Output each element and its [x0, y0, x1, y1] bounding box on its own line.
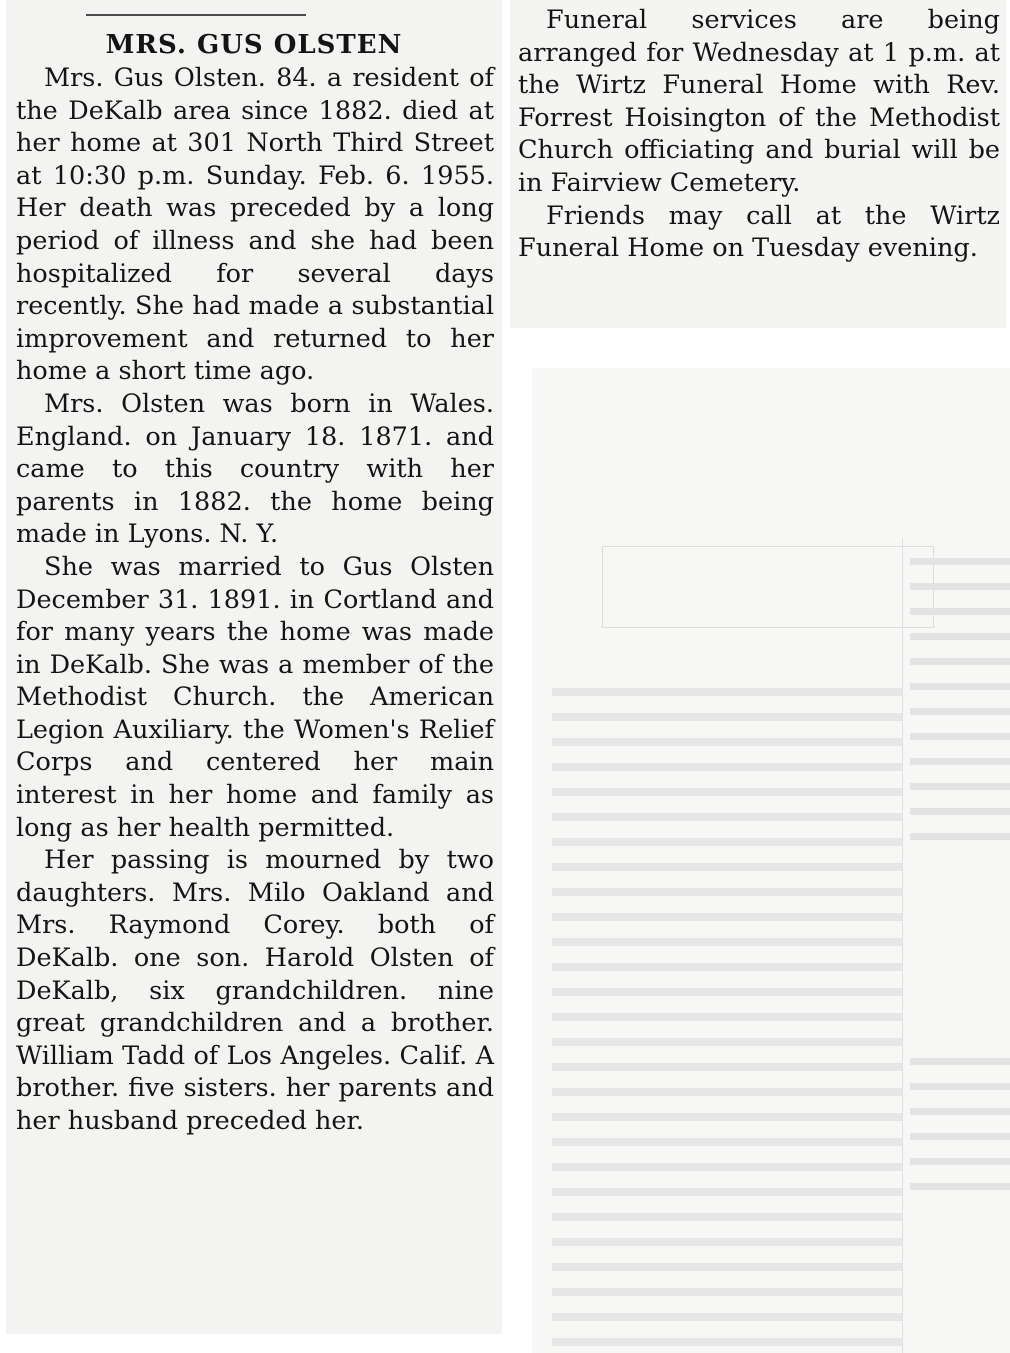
obituary-clipping-left: [6, 0, 502, 1334]
faded-text-lines: [552, 688, 902, 1353]
obituary-headline: MRS. GUS OLSTEN: [105, 30, 403, 60]
obituary-clipping-right: [510, 0, 1006, 328]
paragraph-funeral: Funeral services are being arranged for Wednesday at 1 p.m. at the Wirtz Funeral Home with Rev. Forrest Hoisington of the Methodist Church officiating and burial will be in Fairview Cemetery.: [518, 5, 1000, 198]
obituary-continuation: [518, 4, 1000, 265]
faded-side-lines-top: [910, 558, 1010, 858]
paragraph-death: Mrs. Gus Olsten. 84. a resident of the DeKalb area since 1882. died at her home at 301 North Third Street at 10:30 p.m. Sunday. Feb. 6. 1955. Her death was preceded by a long period of illness and she had been hospitalized for several days recently. She had made a substantial improvement and returned to her home a short time ago.: [16, 63, 494, 387]
faded-box: [602, 546, 934, 628]
handwritten-mark: [86, 0, 306, 16]
faded-background-clipping: [532, 368, 1010, 1353]
paragraph-survivors: Her passing is mourned by two daughters. Mrs. Milo Oakland and Mrs. Raymond Corey. both of DeKalb. one son. Harold Olsten of DeKalb, six grandchildren. nine great grandchildren and a brother. William Tadd of Los Angeles. Calif. A brother. five sisters. her parents and her husband preceded her.: [16, 845, 494, 1136]
paragraph-visitation: Friends may call at the Wirtz Funeral Home on Tuesday evening.: [518, 200, 1000, 264]
faded-column-rule: [902, 538, 903, 1353]
obituary-body: [16, 62, 494, 1138]
paragraph-marriage: She was married to Gus Olsten December 31. 1891. in Cortland and for many years the home was made in DeKalb. She was a member of the Methodist Church. the American Legion Auxiliary. the Women's Relief Corps and centered her main interest in her home and family as long as her health permitted.: [16, 551, 494, 843]
faded-texture: [532, 368, 1010, 1353]
faded-side-lines-bottom: [910, 1058, 1010, 1208]
paragraph-birth: Mrs. Olsten was born in Wales. England. on January 18. 1871. and came to this country with her parents in 1882. the home being made in Lyons. N. Y.: [16, 388, 494, 550]
